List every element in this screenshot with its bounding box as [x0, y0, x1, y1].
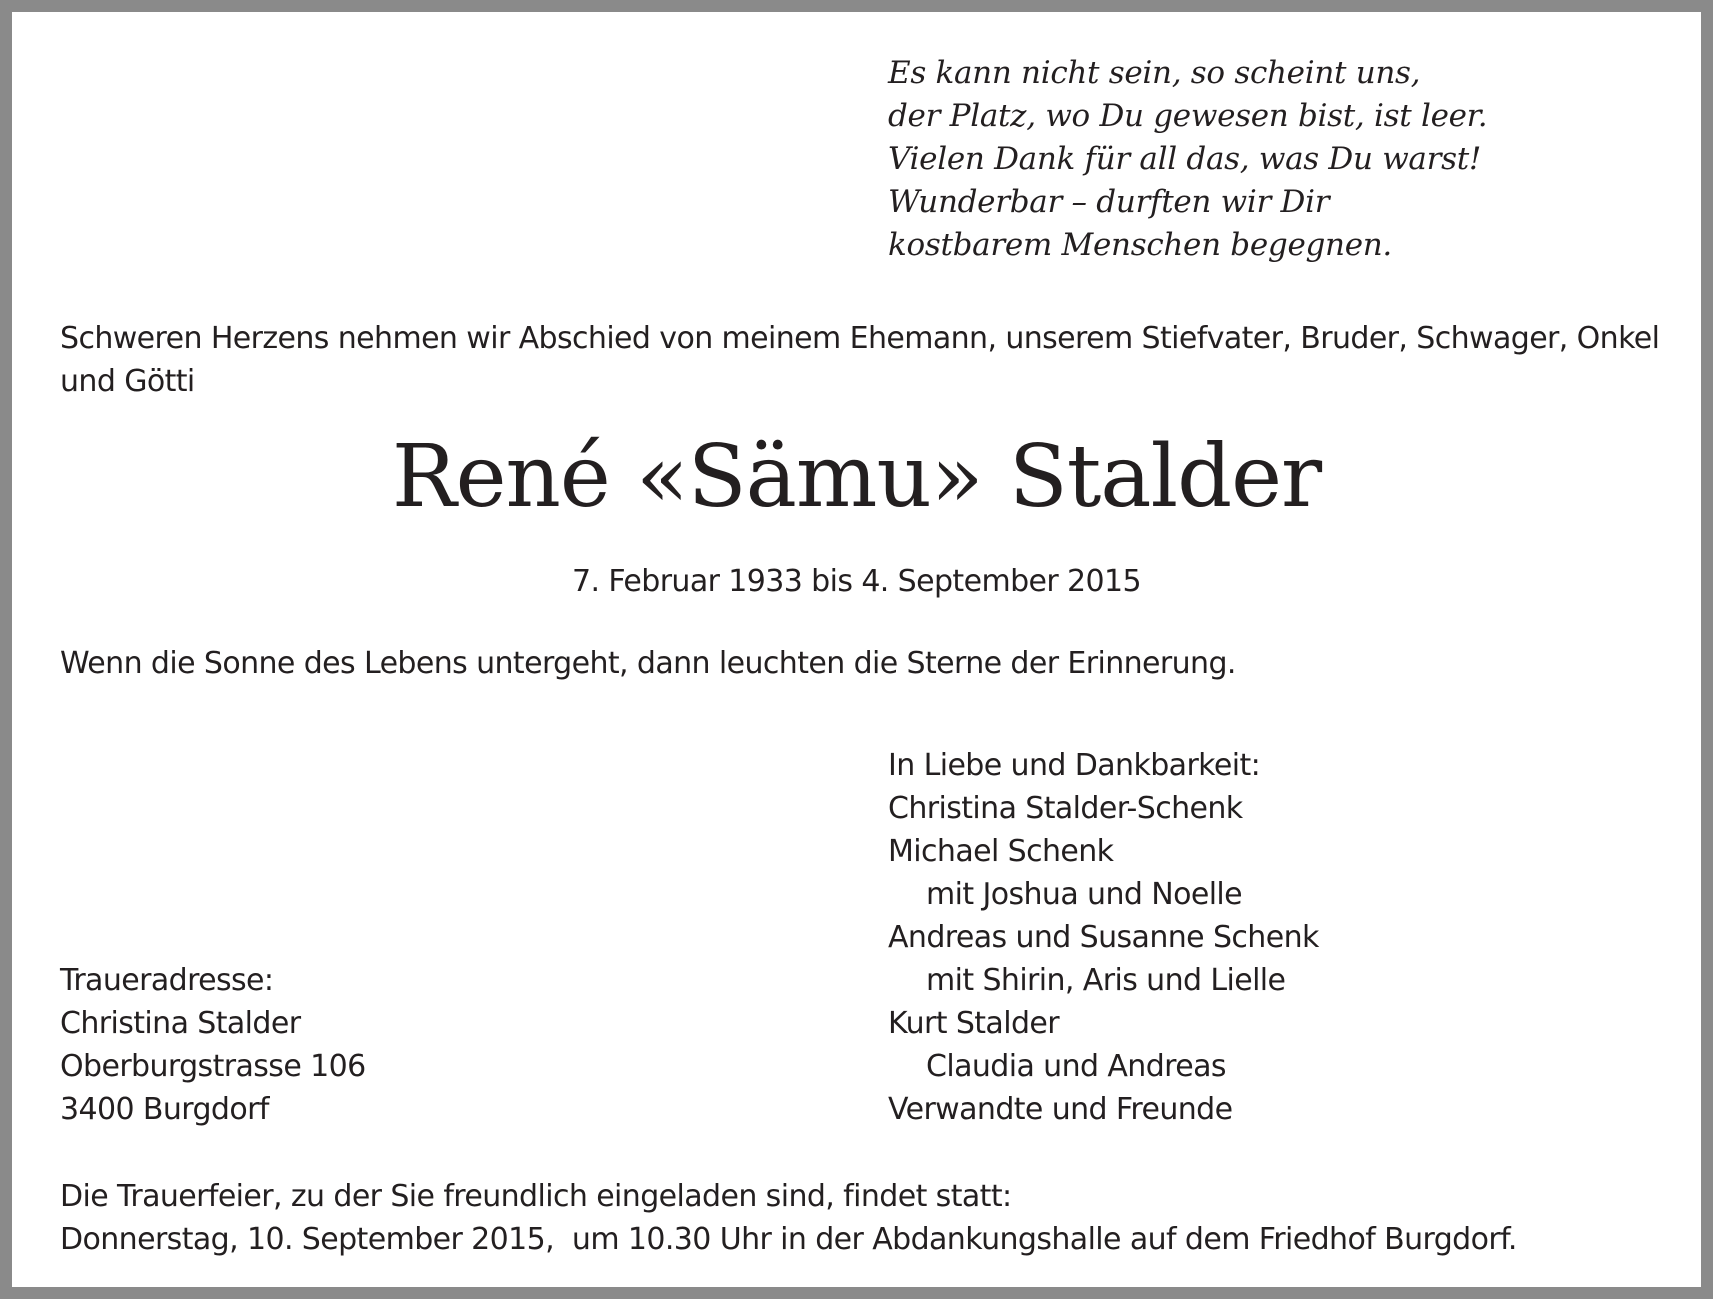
memorial-poem [888, 52, 1668, 267]
poem-line: Es kann nicht sein, so scheint uns, [888, 55, 1421, 91]
mourner-name: Kurt Stalder [888, 1006, 1059, 1041]
ceremony-details: Donnerstag, 10. September 2015, um 10.30 Uhr in der Abdankungshalle auf dem Friedhof Burgdorf. [60, 1222, 1517, 1257]
mourners-list [888, 744, 1668, 1131]
mourner-name: Michael Schenk [888, 834, 1114, 869]
mourner-name: Verwandte und Freunde [888, 1092, 1233, 1127]
ceremony-invitation: Die Trauerfeier, zu der Sie freundlich eingeladen sind, findet statt: [60, 1179, 1012, 1214]
mourner-name: Christina Stalder-Schenk [888, 791, 1243, 826]
life-dates: 7. Februar 1933 bis 4. September 2015 [572, 564, 1141, 599]
funeral-ceremony-info [60, 1175, 1680, 1261]
mourner-name: Andreas und Susanne Schenk [888, 920, 1319, 955]
obituary-notice [12, 12, 1701, 1287]
mourner-name: mit Shirin, Aris und Lielle [926, 963, 1286, 998]
farewell-intro: Schweren Herzens nehmen wir Abschied von meinem Ehemann, unserem Stiefvater, Bruder, Schwager, Onkel und Götti [60, 321, 1660, 399]
memorial-quote: Wenn die Sonne des Lebens untergeht, dann leuchten die Sterne der Erinnerung. [60, 646, 1236, 681]
poem-line: kostbarem Menschen begegnen. [888, 227, 1392, 263]
address-street: Oberburgstrasse 106 [60, 1049, 366, 1084]
mourner-name: Claudia und Andreas [926, 1049, 1226, 1084]
poem-line: der Platz, wo Du gewesen bist, ist leer. [888, 98, 1488, 134]
address-name: Christina Stalder [60, 1006, 301, 1041]
deceased-name: René «Sämu» Stalder [391, 427, 1322, 527]
mourning-address [60, 959, 760, 1131]
mourner-name: mit Joshua und Noelle [926, 877, 1243, 912]
address-label: Traueradresse: [60, 963, 274, 998]
poem-line: Wunderbar – durften wir Dir [888, 184, 1330, 220]
mourners-heading: In Liebe und Dankbarkeit: [888, 748, 1261, 783]
address-city: 3400 Burgdorf [60, 1092, 269, 1127]
poem-line: Vielen Dank für all das, was Du warst! [888, 141, 1482, 177]
